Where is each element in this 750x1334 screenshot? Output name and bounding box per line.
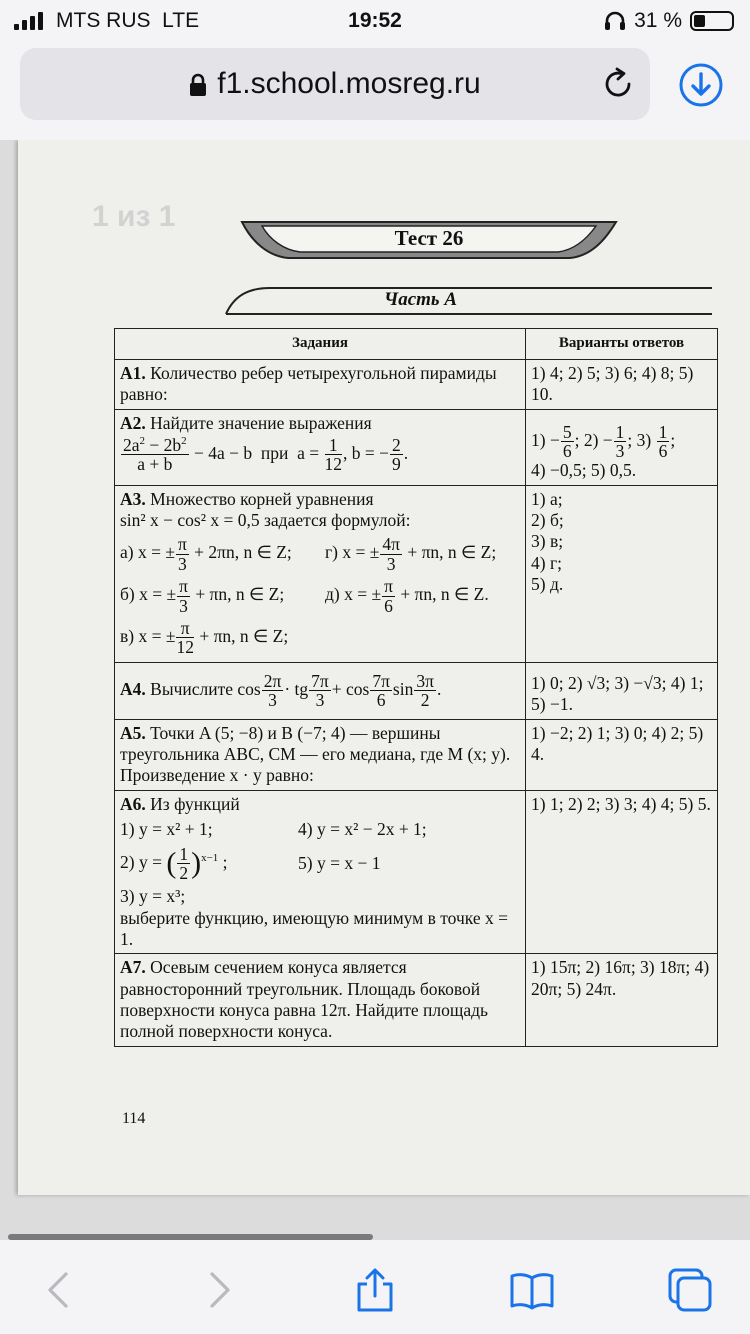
test-title: Тест 26: [394, 226, 464, 250]
answers-cell: 1) 0; 2) √3; 3) −√3; 4) 1; 5) −1.: [526, 662, 718, 719]
answers-cell: [526, 485, 718, 662]
answers-cell: 1) 15π; 2) 16π; 3) 18π; 4) 20π; 5) 24π.: [526, 954, 718, 1046]
task-question: выберите функцию, имеющую минимум в точке x = 1.: [120, 907, 508, 949]
battery-icon: [690, 11, 734, 31]
answer-item: 4) г;: [531, 552, 562, 573]
option-d: д) x = ± $\frac{\pi}{6}$ + πn, n ∈ Z.: [325, 576, 489, 616]
task-cell: [115, 719, 526, 790]
task-number: А6.: [120, 793, 146, 814]
header-tasks: Задания: [115, 329, 526, 360]
download-icon[interactable]: [678, 62, 724, 108]
function-3: 3) y = x³;: [120, 886, 186, 907]
task-cell: [115, 954, 526, 1046]
address-bar[interactable]: [20, 48, 650, 120]
clock: 19:52: [348, 9, 402, 32]
answers-cell: 1) 1; 2) 2; 3) 3; 4) 4; 5) 5.: [526, 790, 718, 953]
scroll-indicator[interactable]: [8, 1234, 373, 1240]
forward-icon[interactable]: [194, 1266, 242, 1314]
answer-item: 2) б;: [531, 510, 564, 531]
task-cell: [115, 662, 526, 719]
answers-line: 1) − $\frac{5}{6}$ ; 2) − $\frac{1}{3}$ ; 3) $\frac{1}{6}$ ;: [531, 421, 676, 462]
carrier-label: MTS RUS LTE: [56, 9, 200, 32]
test-table: [114, 328, 718, 1047]
task-text: Множество корней уравнения: [150, 488, 374, 509]
function-4: 4) y = x² − 2x + 1;: [298, 819, 427, 840]
expression-formula: cos $\frac{2\pi}{3}$ · tg $\frac{7\pi}{3}$ + cos $\frac{7\pi}{6}$ sin $\frac{3\pi}{2}$ .: [237, 670, 442, 711]
page-counter: 1 из 1: [92, 200, 176, 233]
test-title-banner: [240, 218, 618, 260]
task-cell: [115, 790, 526, 953]
part-header: [224, 286, 714, 316]
function-2: 2) y = ( $\frac{1}{2}$ )$^{x-1}$ ;: [120, 843, 228, 883]
answers-line: 4) −0,5; 5) 0,5.: [531, 460, 637, 481]
headphones-icon: [604, 11, 626, 31]
page-number: 114: [122, 1110, 146, 1127]
task-text: Вычислите: [150, 678, 234, 699]
answer-item: 1) а;: [531, 488, 563, 509]
table-row: [115, 719, 718, 790]
task-number: А2.: [120, 412, 146, 433]
function-5: 5) y = x − 1: [298, 852, 381, 873]
task-text: Найдите значение выражения: [150, 412, 372, 433]
table-row: [115, 360, 718, 410]
table-row: [115, 662, 718, 719]
reload-icon[interactable]: [600, 66, 636, 102]
status-bar: [0, 0, 750, 42]
option-v: в) x = ± $\frac{\pi}{12}$ + πn, n ∈ Z;: [120, 617, 289, 658]
task-text: Точки A (5; −8) и B (−7; 4) — вершины треугольника ABC, CM — его медиана, где M (x; y). Произведение x · y равно:: [120, 722, 511, 786]
task-number: А5.: [120, 722, 146, 743]
table-row: [115, 954, 718, 1046]
part-title: Часть А: [384, 289, 458, 310]
task-number: А4.: [120, 678, 146, 699]
equation-text: sin² x − cos² x = 0,5 задается формулой:: [120, 510, 411, 531]
option-a: а) x = ± $\frac{\pi}{3}$ + 2πn, n ∈ Z;: [120, 534, 292, 574]
battery-percent: 31 %: [634, 9, 682, 32]
task-cell: [115, 360, 526, 410]
scanned-page: [18, 140, 750, 1195]
task-text: Из функций: [150, 793, 240, 814]
document-viewer[interactable]: [0, 140, 750, 1240]
back-icon[interactable]: [36, 1266, 84, 1314]
table-header-row: [115, 329, 718, 360]
answer-item: 3) в;: [531, 531, 564, 552]
answers-cell: 1) −2; 2) 1; 3) 0; 4) 2; 5) 4.: [526, 719, 718, 790]
function-1: 1) y = x² + 1;: [120, 819, 213, 840]
task-number: А1.: [120, 363, 146, 383]
task-cell: [115, 485, 526, 662]
option-b: б) x = ± $\frac{\pi}{3}$ + πn, n ∈ Z;: [120, 576, 285, 616]
bookmarks-icon[interactable]: [508, 1266, 556, 1314]
answers-cell: 1) 4; 2) 5; 3) 6; 4) 8; 5) 10.: [526, 360, 718, 410]
answer-item: 5) д.: [531, 574, 564, 595]
expression-formula: $\frac{2a^2 - 2b^2}{a + b}$ − 4a − b при a = $\frac{1}{12}$ , b = − $\frac{2}{9}$ .: [123, 435, 409, 475]
table-row: [115, 409, 718, 485]
tabs-icon[interactable]: [666, 1266, 714, 1314]
lock-icon: [189, 73, 207, 97]
task-number: А3.: [120, 488, 146, 509]
task-text: Количество ребер четырехугольной пирамиды равно:: [120, 363, 497, 405]
table-row: [115, 790, 718, 953]
option-g: г) x = ± $\frac{4\pi}{3}$ + πn, n ∈ Z;: [325, 534, 497, 574]
network-label: LTE: [162, 9, 200, 32]
task-text: Осевым сечением конуса является равносторонний треугольник. Площадь боковой поверхности конуса равна 12π. Найдите площадь полной поверхности конуса.: [120, 957, 489, 1042]
url-text: f1.school.mosreg.ru: [217, 67, 481, 100]
header-answers: Варианты ответов: [526, 329, 718, 360]
answers-cell: [526, 409, 718, 485]
table-row: [115, 485, 718, 662]
bottom-toolbar: [0, 1244, 750, 1334]
share-icon[interactable]: [351, 1266, 399, 1314]
task-cell: [115, 409, 526, 485]
task-number: А7.: [120, 957, 146, 978]
